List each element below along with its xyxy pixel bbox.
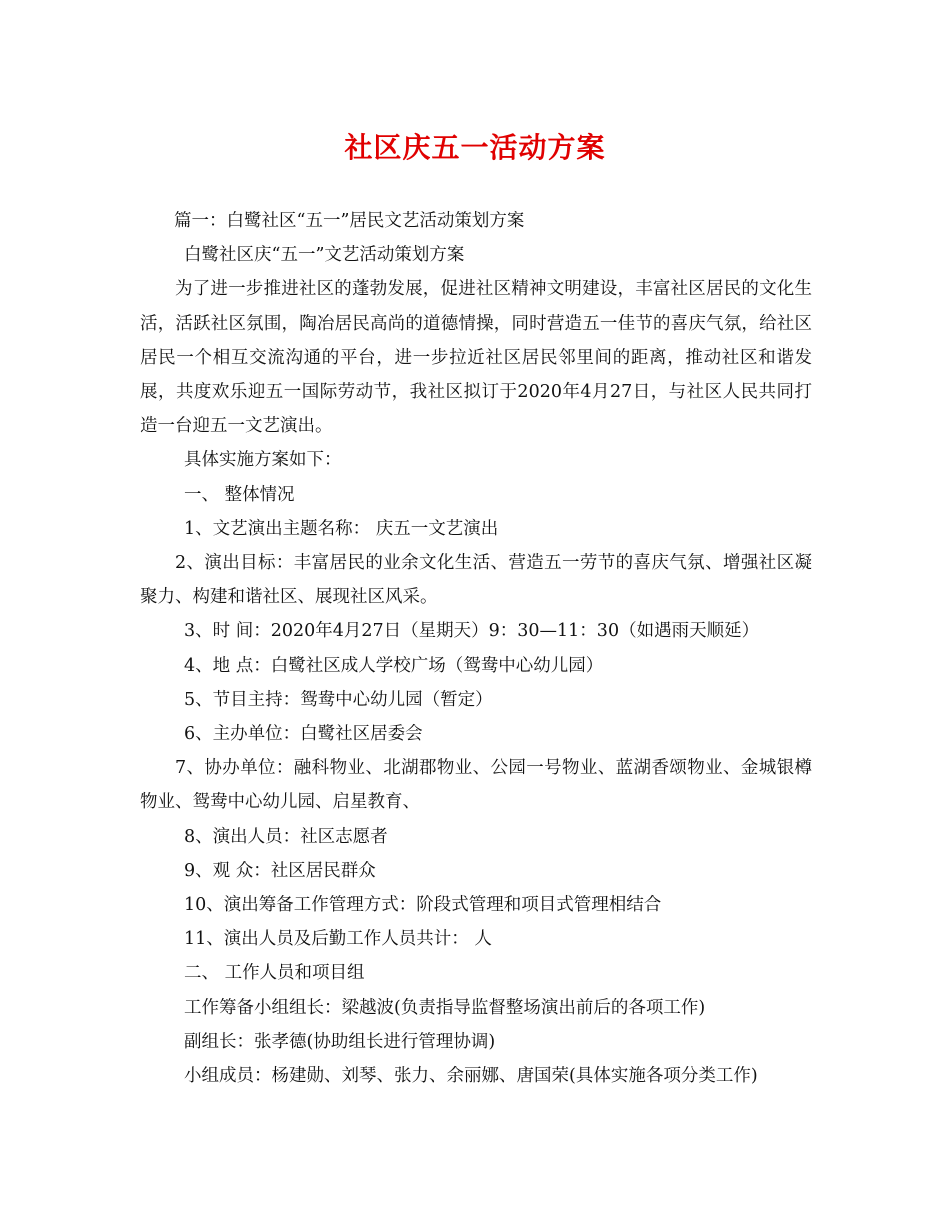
list-item: 10、演出筹备工作管理方式：阶段式管理和项目式管理相结合 xyxy=(184,895,662,916)
paragraph-line: 具体实施方案如下： xyxy=(184,450,342,471)
list-item: 2、演出目标：丰富居民的业余文化生活、营造五一劳节的喜庆气氛、增强社区凝聚力、构建和谐社区、展现社区风采。 xyxy=(140,553,812,608)
section-heading: 篇一：白鹭社区“五一”居民文艺活动策划方案 xyxy=(174,211,525,231)
list-item: 4、地 点：白鹭社区成人学校广场（鸳鸯中心幼儿园） xyxy=(184,655,604,676)
staff-line: 工作筹备小组组长：梁越波(负责指导监督整场演出前后的各项工作) xyxy=(184,997,706,1018)
list-item: 7、协办单位：融科物业、北湖郡物业、公园一号物业、蓝湖香颂物业、金城银樽物业、鸳鸯中心幼儿园、启星教育、 xyxy=(140,758,812,813)
document-body xyxy=(140,204,812,1093)
list-item: 9、观 众：社区居民群众 xyxy=(184,860,376,881)
staff-line: 副组长：张孝德(协助组长进行管理协调) xyxy=(184,1031,496,1052)
list-heading: 一、 整体情况 xyxy=(184,484,295,505)
subtitle-line: 白鹭社区庆“五一”文艺活动策划方案 xyxy=(184,245,465,266)
list-item: 11、演出人员及后勤工作人员共计： 人 xyxy=(184,929,492,950)
list-item: 5、节目主持：鸳鸯中心幼儿园（暂定） xyxy=(184,689,493,710)
list-heading: 二、 工作人员和项目组 xyxy=(184,963,365,984)
staff-line: 小组成员：杨建勋、刘琴、张力、余丽娜、唐国荣(具体实施各项分类工作) xyxy=(184,1066,758,1087)
list-item: 6、主办单位：白鹭社区居委会 xyxy=(184,724,423,745)
intro-paragraph: 为了进一步推进社区的蓬勃发展，促进社区精神文明建设，丰富社区居民的文化生活，活跃社区氛围，陶冶居民高尚的道德情操，同时营造五一佳节的喜庆气氛，给社区居民一个相互交流沟通的平台，进一步拉近社区居民邻里间的距离，推动社区和谐发展，共度欢乐迎五一国际劳动节，我社区拟订于2020年4月27日，与社区人民共同打造一台迎五一文艺演出。 xyxy=(140,279,812,437)
list-item: 3、时 间：2020年4月27日（星期天）9：30—11：30（如遇雨天顺延） xyxy=(184,621,760,642)
document-title: 社区庆五一活动方案 xyxy=(344,131,606,164)
list-item: 8、演出人员：社区志愿者 xyxy=(184,826,388,847)
list-item: 1、文艺演出主题名称： 庆五一文艺演出 xyxy=(184,518,499,539)
